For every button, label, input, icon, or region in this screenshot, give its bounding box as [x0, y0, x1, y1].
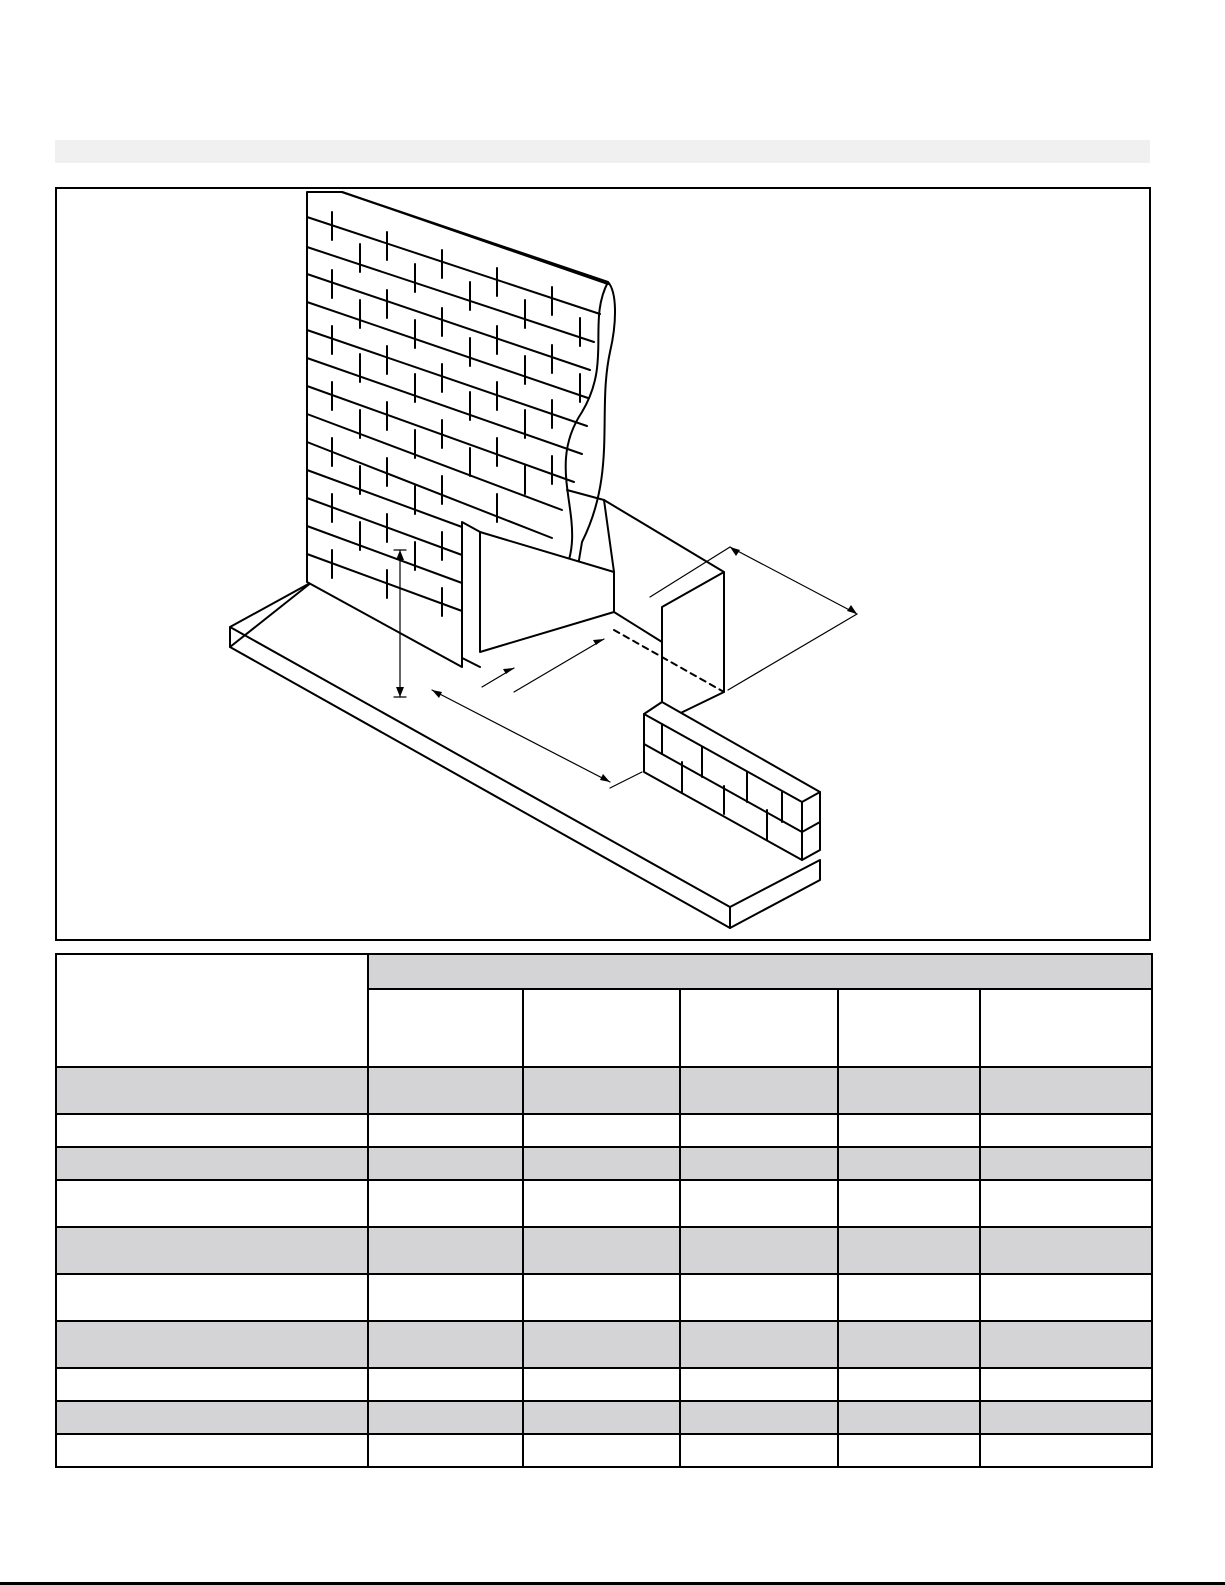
table-row [56, 1067, 1152, 1114]
table-row [56, 1434, 1152, 1467]
table-header-cell [368, 989, 523, 1067]
table-row [56, 1401, 1152, 1434]
brick-return [644, 702, 820, 860]
table-row [56, 1274, 1152, 1321]
table-header-group [368, 954, 1152, 989]
table-row [56, 1321, 1152, 1368]
specifications-table [55, 953, 1153, 1468]
table-row [56, 1180, 1152, 1227]
section-header-band [55, 140, 1150, 163]
table-header-cell [523, 989, 680, 1067]
table-header-label [56, 954, 368, 1067]
table-row [56, 1227, 1152, 1274]
table-header-cell [680, 989, 838, 1067]
table-header-cell [980, 989, 1152, 1067]
figure-frame [55, 187, 1151, 941]
table-header-cell [838, 989, 980, 1067]
fireplace-isometric-drawing [55, 187, 1151, 941]
table-row [56, 1368, 1152, 1401]
dimension-lines [394, 547, 857, 788]
table-row [56, 1114, 1152, 1147]
table-row [56, 1147, 1152, 1180]
